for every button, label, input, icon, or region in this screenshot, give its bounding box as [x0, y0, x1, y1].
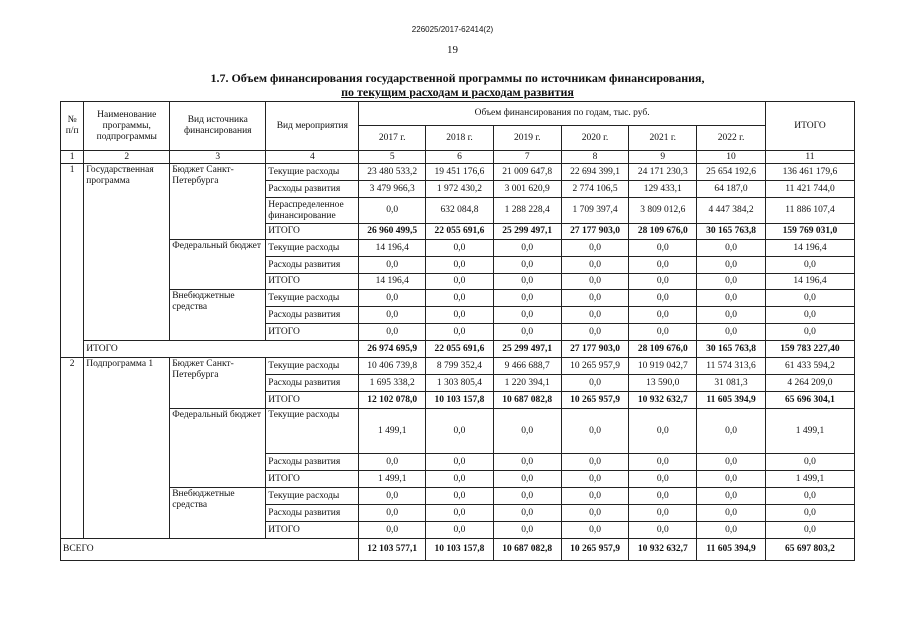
value-cell: 0,0: [561, 257, 629, 274]
value-cell: 14 196,4: [359, 274, 426, 290]
title-line-1: 1.7. Объем финансирования государственной программы по источникам финансирования,: [210, 71, 705, 85]
value-cell: 2 774 106,5: [561, 181, 629, 198]
column-index: 2: [84, 151, 170, 164]
header-source: Вид источника финансирования: [170, 102, 266, 151]
activity-type: Расходы развития: [266, 454, 359, 471]
total-cell: 0,0: [765, 257, 854, 274]
header-activity: Вид мероприятия: [266, 102, 359, 151]
value-cell: 13 590,0: [629, 375, 697, 392]
value-cell: 14 196,4: [359, 240, 426, 257]
activity-type: ИТОГО: [266, 324, 359, 341]
total-cell: 0,0: [765, 488, 854, 505]
table-row: [61, 539, 855, 561]
value-cell: 0,0: [359, 307, 426, 324]
value-cell: 64 187,0: [697, 181, 766, 198]
value-cell: 0,0: [359, 257, 426, 274]
value-cell: 129 433,1: [629, 181, 697, 198]
value-cell: 19 451 176,6: [426, 164, 494, 181]
title-line-2: по текущим расходам и расходам развития: [341, 85, 574, 99]
total-cell: 0,0: [765, 454, 854, 471]
activity-type: Расходы развития: [266, 375, 359, 392]
value-cell: 0,0: [493, 409, 561, 454]
value-cell: 1 972 430,2: [426, 181, 494, 198]
program-name: Подпрограмма 1: [84, 358, 170, 539]
value-cell: 10 103 157,8: [426, 392, 494, 409]
value-cell: 1 303 805,4: [426, 375, 494, 392]
section-total-label: ИТОГО: [84, 341, 359, 358]
value-cell: 10 103 157,8: [426, 539, 494, 561]
document-id: 226025/2017-62414(2): [411, 25, 494, 34]
value-cell: 0,0: [493, 471, 561, 488]
value-cell: 0,0: [493, 505, 561, 522]
value-cell: 10 265 957,9: [561, 392, 629, 409]
value-cell: 0,0: [359, 522, 426, 539]
total-cell: 11 421 744,0: [765, 181, 854, 198]
value-cell: 0,0: [561, 488, 629, 505]
row-number: 2: [61, 358, 84, 539]
activity-type: ИТОГО: [266, 224, 359, 240]
value-cell: 22 055 691,6: [426, 224, 494, 240]
value-cell: 632 084,8: [426, 198, 494, 224]
value-cell: 3 001 620,9: [493, 181, 561, 198]
funding-source: Федеральный бюджет: [170, 240, 266, 290]
value-cell: 0,0: [426, 409, 494, 454]
value-cell: 1 288 228,4: [493, 198, 561, 224]
value-cell: 0,0: [493, 307, 561, 324]
header-total: ИТОГО: [765, 102, 854, 151]
table-row: [61, 240, 855, 257]
header-year: 2020 г.: [561, 126, 629, 151]
value-cell: 0,0: [697, 505, 766, 522]
value-cell: 0,0: [359, 488, 426, 505]
header-year: 2018 г.: [426, 126, 494, 151]
program-name: Государственная программа: [84, 164, 170, 341]
header-num: № п/п: [61, 102, 84, 151]
value-cell: 0,0: [561, 471, 629, 488]
total-cell: 14 196,4: [765, 240, 854, 257]
total-cell: 11 886 107,4: [765, 198, 854, 224]
value-cell: 4 447 384,2: [697, 198, 766, 224]
value-cell: 0,0: [359, 290, 426, 307]
total-cell: 0,0: [765, 290, 854, 307]
value-cell: 3 809 012,6: [629, 198, 697, 224]
value-cell: 25 299 497,1: [493, 224, 561, 240]
value-cell: 0,0: [426, 488, 494, 505]
total-cell: 61 433 594,2: [765, 358, 854, 375]
value-cell: 0,0: [493, 454, 561, 471]
value-cell: 0,0: [629, 307, 697, 324]
activity-type: ИТОГО: [266, 471, 359, 488]
value-cell: 0,0: [629, 454, 697, 471]
value-cell: 0,0: [629, 505, 697, 522]
total-cell: 1 499,1: [765, 409, 854, 454]
value-cell: 0,0: [697, 274, 766, 290]
activity-type: Текущие расходы: [266, 358, 359, 375]
value-cell: 0,0: [493, 522, 561, 539]
column-index: 8: [561, 151, 629, 164]
value-cell: 0,0: [697, 522, 766, 539]
value-cell: 0,0: [426, 471, 494, 488]
funding-source: Внебюджетные средства: [170, 488, 266, 539]
value-cell: 28 109 676,0: [629, 224, 697, 240]
column-index: 9: [629, 151, 697, 164]
column-index: 3: [170, 151, 266, 164]
header-year: 2017 г.: [359, 126, 426, 151]
value-cell: 12 102 078,0: [359, 392, 426, 409]
activity-type: Расходы развития: [266, 181, 359, 198]
value-cell: 0,0: [629, 488, 697, 505]
total-cell: 65 697 803,2: [765, 539, 854, 561]
value-cell: 0,0: [561, 375, 629, 392]
value-cell: 0,0: [629, 471, 697, 488]
total-cell: 0,0: [765, 505, 854, 522]
value-cell: 10 932 632,7: [629, 539, 697, 561]
total-cell: 4 264 209,0: [765, 375, 854, 392]
value-cell: 27 177 903,0: [561, 341, 629, 358]
value-cell: 10 687 082,8: [493, 392, 561, 409]
value-cell: 10 687 082,8: [493, 539, 561, 561]
total-cell: 136 461 179,6: [765, 164, 854, 181]
value-cell: 0,0: [561, 505, 629, 522]
value-cell: 1 695 338,2: [359, 375, 426, 392]
column-index: 10: [697, 151, 766, 164]
value-cell: 0,0: [426, 274, 494, 290]
value-cell: 1 709 397,4: [561, 198, 629, 224]
row-number: 1: [61, 164, 84, 358]
total-cell: 65 696 304,1: [765, 392, 854, 409]
activity-type: Расходы развития: [266, 257, 359, 274]
value-cell: 0,0: [359, 505, 426, 522]
value-cell: 0,0: [493, 274, 561, 290]
value-cell: 0,0: [697, 307, 766, 324]
table-row: [61, 488, 855, 505]
value-cell: 0,0: [426, 240, 494, 257]
value-cell: 1 499,1: [359, 409, 426, 454]
column-index: 6: [426, 151, 494, 164]
value-cell: 0,0: [561, 324, 629, 341]
activity-type: Текущие расходы: [266, 409, 359, 454]
value-cell: 0,0: [629, 522, 697, 539]
value-cell: 0,0: [561, 409, 629, 454]
value-cell: 30 165 763,8: [697, 224, 766, 240]
value-cell: 0,0: [697, 290, 766, 307]
value-cell: 0,0: [561, 522, 629, 539]
total-cell: 159 769 031,0: [765, 224, 854, 240]
total-cell: 1 499,1: [765, 471, 854, 488]
value-cell: 21 009 647,8: [493, 164, 561, 181]
value-cell: 10 406 739,8: [359, 358, 426, 375]
funding-source: Федеральный бюджет: [170, 409, 266, 488]
financing-table: [60, 101, 855, 561]
header-year: 2022 г.: [697, 126, 766, 151]
value-cell: 0,0: [426, 454, 494, 471]
total-cell: 0,0: [765, 307, 854, 324]
column-index: 5: [359, 151, 426, 164]
total-cell: 0,0: [765, 522, 854, 539]
value-cell: 11 574 313,6: [697, 358, 766, 375]
table-row: [61, 290, 855, 307]
total-cell: 0,0: [765, 324, 854, 341]
activity-type: Текущие расходы: [266, 240, 359, 257]
value-cell: 8 799 352,4: [426, 358, 494, 375]
value-cell: 0,0: [493, 290, 561, 307]
value-cell: 30 165 763,8: [697, 341, 766, 358]
grand-total-label: ВСЕГО: [61, 539, 359, 561]
funding-source: Бюджет Санкт-Петербурга: [170, 164, 266, 240]
column-index: 4: [266, 151, 359, 164]
activity-type: Текущие расходы: [266, 164, 359, 181]
value-cell: 0,0: [359, 198, 426, 224]
value-cell: 10 265 957,9: [561, 358, 629, 375]
value-cell: 0,0: [493, 257, 561, 274]
value-cell: 28 109 676,0: [629, 341, 697, 358]
value-cell: 0,0: [697, 488, 766, 505]
value-cell: 0,0: [426, 257, 494, 274]
value-cell: 0,0: [493, 488, 561, 505]
activity-type: ИТОГО: [266, 274, 359, 290]
value-cell: 0,0: [629, 257, 697, 274]
header-program-name: Наименование программы, подпрограммы: [84, 102, 170, 151]
value-cell: 12 103 577,1: [359, 539, 426, 561]
value-cell: 11 605 394,9: [697, 539, 766, 561]
value-cell: 0,0: [561, 274, 629, 290]
value-cell: 22 055 691,6: [426, 341, 494, 358]
funding-source: Внебюджетные средства: [170, 290, 266, 341]
value-cell: 27 177 903,0: [561, 224, 629, 240]
value-cell: 0,0: [426, 324, 494, 341]
value-cell: 0,0: [629, 290, 697, 307]
value-cell: 31 081,3: [697, 375, 766, 392]
table-row: [61, 409, 855, 454]
value-cell: 23 480 533,2: [359, 164, 426, 181]
activity-type: Текущие расходы: [266, 290, 359, 307]
value-cell: 0,0: [697, 324, 766, 341]
section-title: [60, 71, 855, 99]
value-cell: 0,0: [697, 240, 766, 257]
value-cell: 0,0: [697, 257, 766, 274]
value-cell: 22 694 399,1: [561, 164, 629, 181]
column-index: 1: [61, 151, 84, 164]
column-index: 11: [765, 151, 854, 164]
value-cell: 0,0: [426, 505, 494, 522]
value-cell: 3 479 966,3: [359, 181, 426, 198]
value-cell: 11 605 394,9: [697, 392, 766, 409]
activity-type: ИТОГО: [266, 522, 359, 539]
value-cell: 0,0: [697, 454, 766, 471]
value-cell: 9 466 688,7: [493, 358, 561, 375]
value-cell: 10 919 042,7: [629, 358, 697, 375]
value-cell: 1 499,1: [359, 471, 426, 488]
value-cell: 0,0: [629, 240, 697, 257]
column-index: 7: [493, 151, 561, 164]
value-cell: 0,0: [697, 471, 766, 488]
activity-type: ИТОГО: [266, 392, 359, 409]
value-cell: 0,0: [359, 324, 426, 341]
value-cell: 26 974 695,9: [359, 341, 426, 358]
activity-type: Нераспределенное финансирование: [266, 198, 359, 224]
activity-type: Текущие расходы: [266, 488, 359, 505]
value-cell: 0,0: [629, 409, 697, 454]
value-cell: 0,0: [426, 522, 494, 539]
value-cell: 26 960 499,5: [359, 224, 426, 240]
value-cell: 24 171 230,3: [629, 164, 697, 181]
value-cell: 0,0: [561, 307, 629, 324]
table-row: [61, 341, 855, 358]
value-cell: 1 220 394,1: [493, 375, 561, 392]
value-cell: 0,0: [629, 274, 697, 290]
page-number: 19: [447, 44, 458, 56]
value-cell: 0,0: [561, 240, 629, 257]
value-cell: 25 654 192,6: [697, 164, 766, 181]
header-volume: Объем финансирования по годам, тыс. руб.: [359, 102, 766, 126]
value-cell: 0,0: [697, 409, 766, 454]
total-cell: 14 196,4: [765, 274, 854, 290]
value-cell: 0,0: [493, 240, 561, 257]
activity-type: Расходы развития: [266, 307, 359, 324]
value-cell: 0,0: [561, 290, 629, 307]
value-cell: 25 299 497,1: [493, 341, 561, 358]
funding-source: Бюджет Санкт-Петербурга: [170, 358, 266, 409]
value-cell: 0,0: [561, 454, 629, 471]
header-year: 2021 г.: [629, 126, 697, 151]
value-cell: 0,0: [359, 454, 426, 471]
header-year: 2019 г.: [493, 126, 561, 151]
activity-type: Расходы развития: [266, 505, 359, 522]
value-cell: 10 932 632,7: [629, 392, 697, 409]
value-cell: 0,0: [629, 324, 697, 341]
table-row: [61, 164, 855, 181]
value-cell: 0,0: [493, 324, 561, 341]
value-cell: 0,0: [426, 307, 494, 324]
total-cell: 159 783 227,40: [765, 341, 854, 358]
table-row: [61, 358, 855, 375]
value-cell: 10 265 957,9: [561, 539, 629, 561]
value-cell: 0,0: [426, 290, 494, 307]
